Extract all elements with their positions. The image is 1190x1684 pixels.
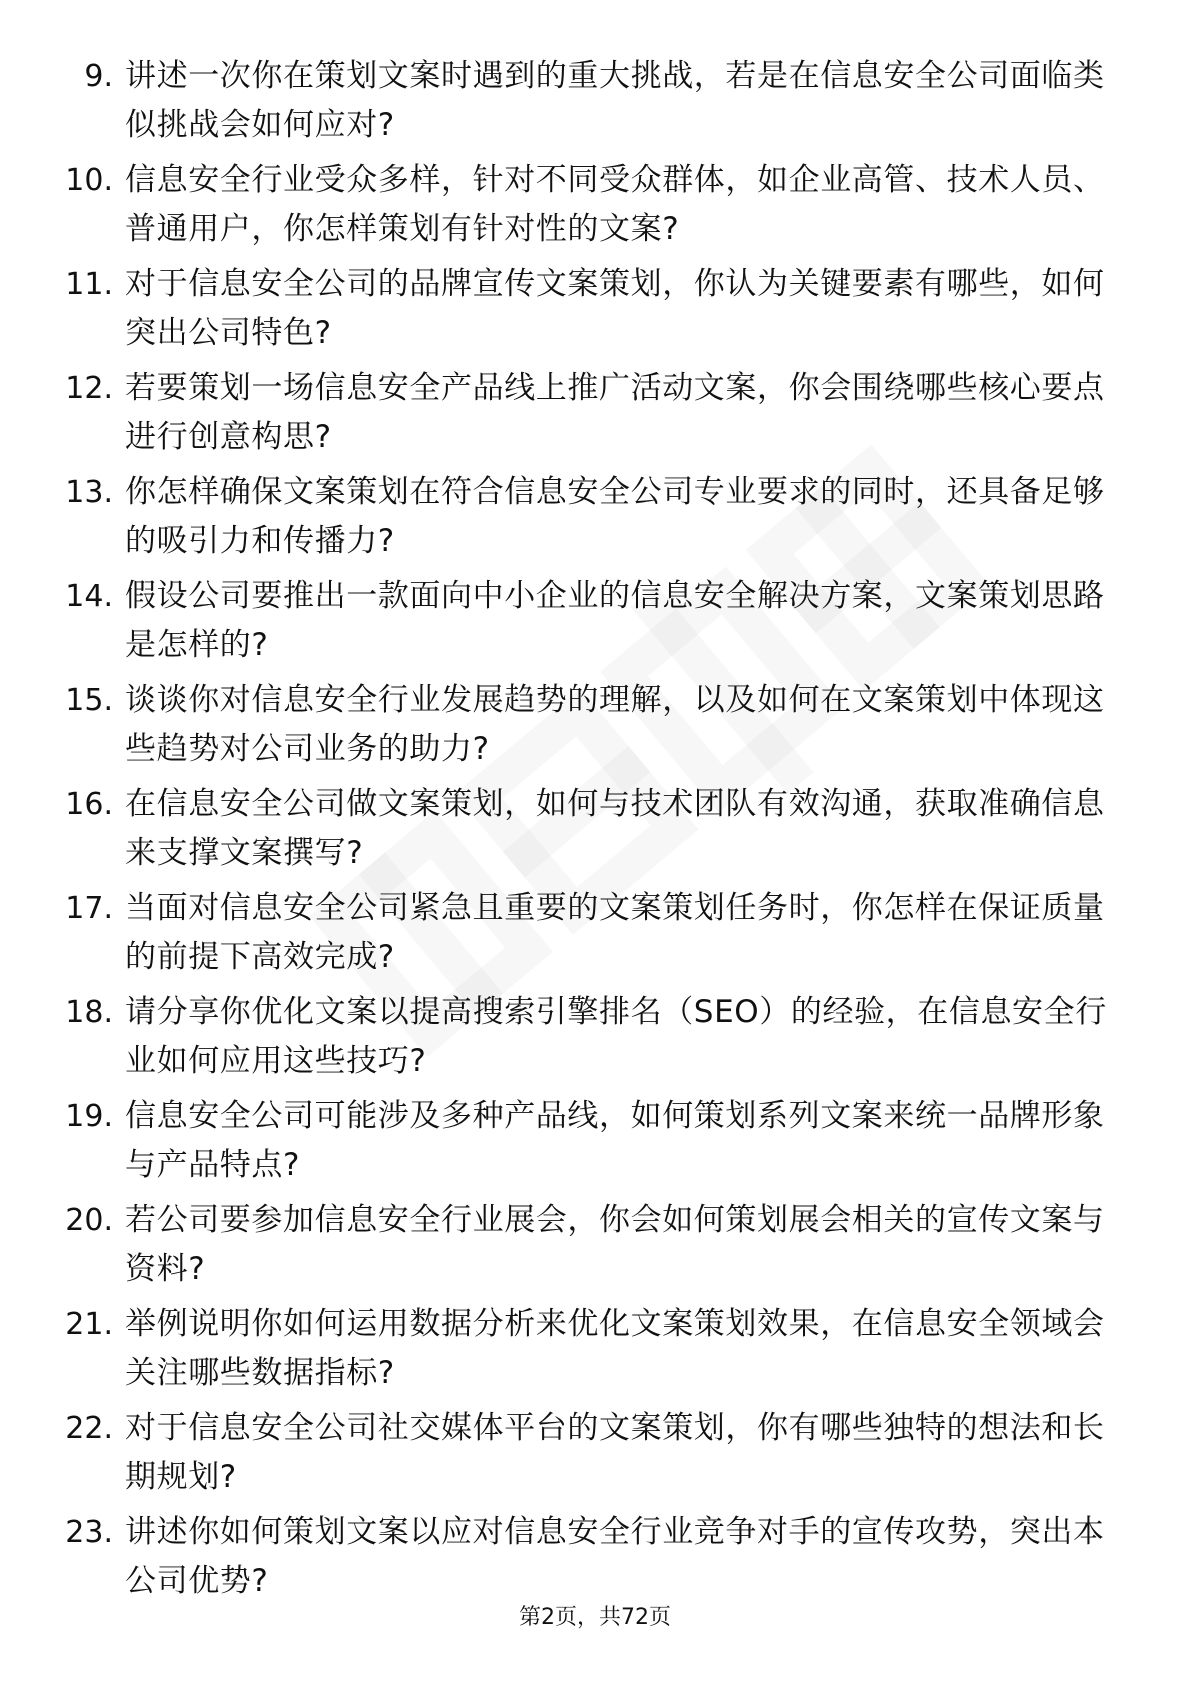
question-text: 讲述你如何策划文案以应对信息安全行业竞争对手的宣传攻势，突出本公司优势? <box>125 1514 1105 1599</box>
question-number: 21. <box>65 1307 113 1342</box>
question-text: 你怎样确保文案策划在符合信息安全公司专业要求的同时，还具备足够的吸引力和传播力? <box>125 474 1105 559</box>
question-text: 信息安全行业受众多样，针对不同受众群体，如企业高管、技术人员、普通用户，你怎样策划有针对性的文案? <box>125 162 1105 247</box>
question-item <box>56 884 1116 988</box>
question-item <box>56 1300 1116 1404</box>
question-item <box>56 1092 1116 1196</box>
page-number-footer: 第2页，共72页 <box>519 1605 671 1630</box>
question-item <box>56 260 1116 364</box>
question-item <box>56 988 1116 1092</box>
question-number: 20. <box>65 1203 113 1238</box>
question-item <box>56 364 1116 468</box>
question-number: 12. <box>65 371 113 406</box>
question-item <box>56 1508 1116 1612</box>
question-item <box>56 572 1116 676</box>
question-text: 请分享你优化文案以提高搜索引擎排名（SEO）的经验，在信息安全行业如何应用这些技巧? <box>125 994 1107 1079</box>
question-number: 13. <box>65 475 113 510</box>
question-text: 讲述一次你在策划文案时遇到的重大挑战，若是在信息安全公司面临类似挑战会如何应对? <box>125 58 1105 143</box>
question-text: 对于信息安全公司的品牌宣传文案策划，你认为关键要素有哪些，如何突出公司特色? <box>125 266 1105 351</box>
question-item <box>56 676 1116 780</box>
question-text: 对于信息安全公司社交媒体平台的文案策划，你有哪些独特的想法和长期规划? <box>125 1410 1105 1495</box>
question-number: 14. <box>65 579 113 614</box>
question-item <box>56 468 1116 572</box>
question-item <box>56 1196 1116 1300</box>
question-list <box>56 52 1116 1612</box>
question-text: 若要策划一场信息安全产品线上推广活动文案，你会围绕哪些核心要点进行创意构思? <box>125 370 1105 455</box>
question-number: 9. <box>84 59 113 94</box>
question-number: 19. <box>65 1099 113 1134</box>
question-item <box>56 52 1116 156</box>
question-number: 15. <box>65 683 113 718</box>
question-text: 若公司要参加信息安全行业展会，你会如何策划展会相关的宣传文案与资料? <box>125 1202 1105 1287</box>
question-number: 18. <box>65 995 113 1030</box>
question-text: 谈谈你对信息安全行业发展趋势的理解，以及如何在文案策划中体现这些趋势对公司业务的助力? <box>125 682 1105 767</box>
question-text: 假设公司要推出一款面向中小企业的信息安全解决方案，文案策划思路是怎样的? <box>125 578 1105 663</box>
question-item <box>56 156 1116 260</box>
question-text: 当面对信息安全公司紧急且重要的文案策划任务时，你怎样在保证质量的前提下高效完成? <box>125 890 1105 975</box>
question-item <box>56 780 1116 884</box>
question-text: 在信息安全公司做文案策划，如何与技术团队有效沟通，获取准确信息来支撑文案撰写? <box>125 786 1105 871</box>
question-text: 举例说明你如何运用数据分析来优化文案策划效果，在信息安全领域会关注哪些数据指标? <box>125 1306 1105 1391</box>
question-text: 信息安全公司可能涉及多种产品线，如何策划系列文案来统一品牌形象与产品特点? <box>125 1098 1105 1183</box>
question-number: 10. <box>65 163 113 198</box>
question-number: 16. <box>65 787 113 822</box>
question-number: 17. <box>65 891 113 926</box>
question-number: 23. <box>65 1515 113 1550</box>
question-number: 11. <box>65 267 113 302</box>
question-item <box>56 1404 1116 1508</box>
question-number: 22. <box>65 1411 113 1446</box>
